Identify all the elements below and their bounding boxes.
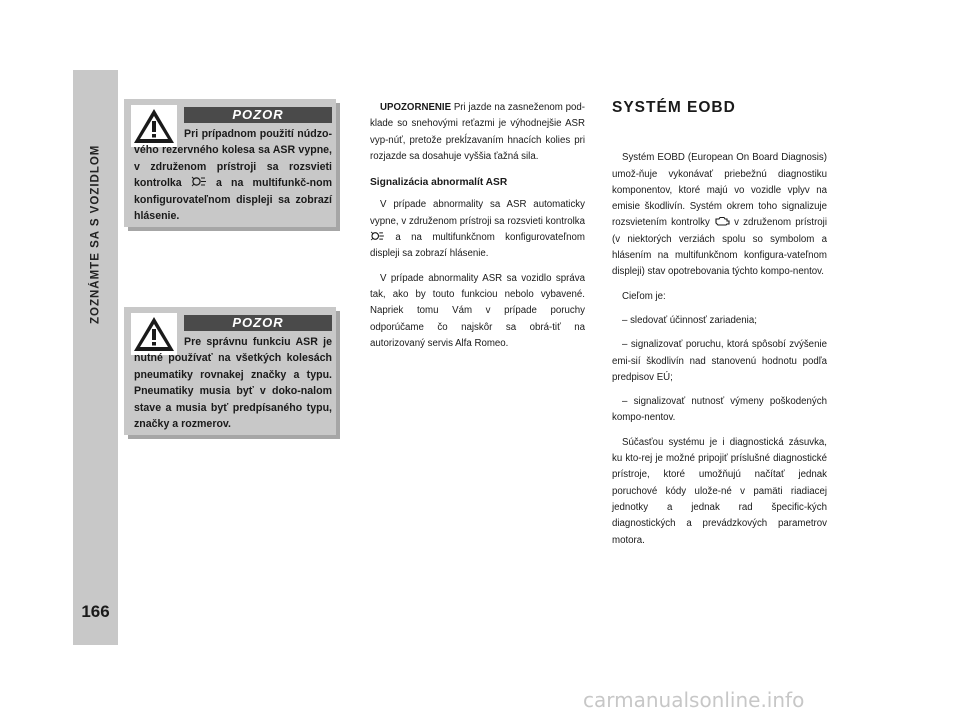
note-lead: UPOZORNENIE — [380, 102, 452, 113]
warning-text-part-2: a na multifunkč-nom konfigurovateľnom displeji sa zobrazí hlásenie. — [134, 177, 332, 223]
asr-fault-text-2: a na multifunkčnom konfigurovateľnom displeji sa zobrazí hlásenie. — [370, 232, 585, 260]
eobd-text-2: v združenom prístroji (v niektorých verziách spolu so symbolom a hlásením na multifunkčnom konfigura-vateľnom displeji) stav opotrebovania týchto kompo-nentov. — [612, 217, 827, 278]
engine-check-icon — [714, 216, 730, 226]
eobd-text-1: Systém EOBD (European On Board Diagnosis) umož-ňuje vykonávať priebežnú diagnostiku komponentov, ktoré majú vo vozidle vplyv na emisie škodlivín. Systém okrem toho signalizuje rozsvietením kontrolky — [612, 152, 827, 229]
warning-box-tyres — [124, 307, 336, 435]
eobd-paragraph-4: – signalizovať poruchu, ktorá spôsobí zvýšenie emi-sií škodlivín nad stanovenú hodnotu podľa predpisov EÚ; — [612, 339, 827, 383]
eobd-paragraph-5: – signalizovať nutnosť výmeny poškodených kompo-nentov. — [612, 396, 827, 424]
asr-warning-lamp-icon — [370, 231, 385, 241]
asr-warning-lamp-icon — [191, 176, 207, 187]
warning-text — [134, 126, 332, 224]
warning-box-spare-wheel — [124, 99, 336, 227]
eobd-paragraph-3: – sledovať účinnosť zariadenia; — [622, 314, 757, 326]
warning-text-part-1: Pri prípadnom použití núdzo-vého rezervného kolesa sa ASR vypne, v združenom prístroji sa rozsvieti kontrolka — [134, 128, 332, 190]
asr-fault-paragraph-2: V prípade abnormality ASR sa vozidlo správa tak, ako by touto funkciou nebolo vybavené. Napriek tomu Vám v prípade poruchy odporúčame čo najskôr sa obrá-tiť na autorizovaný servis Alfa Romeo. — [370, 272, 585, 349]
eobd-paragraph-1 — [612, 150, 827, 280]
sidebar — [73, 70, 118, 645]
page-number: 166 — [81, 602, 110, 621]
eobd-heading: SYSTÉM EOBD — [612, 99, 736, 116]
middle-column — [370, 100, 585, 360]
warning-text: Pre správnu funkciu ASR je nutné používať na všetkých kolesách pneumatiky rovnakej značky a typu. Pneumatiky musia byť v doko-nalom stave a musia byť predpísaného typu, značky a rozmerov. — [134, 336, 332, 431]
eobd-paragraph-6: Súčasťou systému je i diagnostická zásuvka, ku kto-rej je možné pripojiť príslušné diagnostické prístroje, ktoré umožňujú načítať jednak poruchové kódy ulože-né v pamäti riadiacej jednotky a jednak rad špecific-kých diagnostických a prevádzkových parametrov motora. — [612, 436, 827, 546]
warning-label: POZOR — [184, 107, 332, 123]
asr-fault-text-1: V prípade abnormality sa ASR automaticky vypne, v združenom prístroji sa rozsvieti kontrolka — [370, 199, 585, 227]
note-text: Pri jazde na zasneženom pod-klade so snehovými reťazmi je výhodnejšie ASR vyp-núť, pretože prekĺzavaním hnacích kolies pri rozjazde sa dosahuje vyššia ťažná sila. — [370, 102, 585, 162]
section-title: ZOZNÁMTE SA S VOZIDLOM — [89, 144, 102, 324]
right-column — [612, 100, 827, 557]
warning-label: POZOR — [184, 315, 332, 331]
asr-fault-paragraph-1 — [370, 197, 585, 262]
note-paragraph — [370, 100, 585, 165]
eobd-paragraph-2: Cieľom je: — [622, 290, 666, 302]
asr-fault-heading: Signalizácia abnormalít ASR — [370, 177, 508, 189]
watermark: carmanualsonline.info — [583, 688, 805, 712]
